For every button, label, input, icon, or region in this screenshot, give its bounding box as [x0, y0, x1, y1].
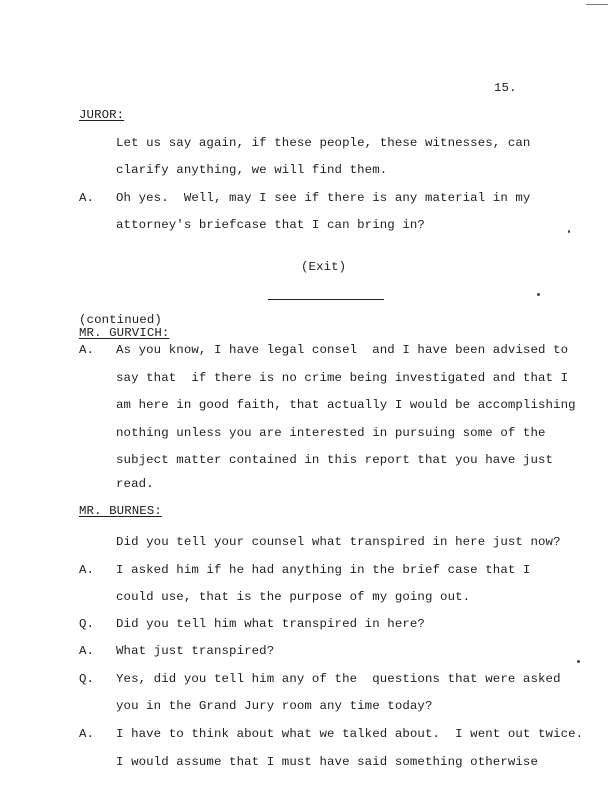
burnes-question-line: Did you tell your counsel what transpired in here just now? [116, 535, 561, 549]
juror-text-line: Let us say again, if these people, these witnesses, can [116, 136, 531, 150]
answer-marker: A. [79, 343, 95, 357]
juror-text-line: clarify anything, we will find them. [116, 163, 388, 177]
answer-marker: A. [79, 191, 95, 205]
exchange-line: Yes, did you tell him any of the questions that were asked [116, 672, 561, 686]
section-divider [268, 299, 384, 300]
exchange-line: you in the Grand Jury room any time today? [116, 699, 433, 713]
gurvich-answer-line: say that if there is no crime being investigated and that I [116, 371, 569, 385]
exchange-line: I would assume that I must have said something otherwise [116, 755, 538, 769]
gurvich-answer-line: As you know, I have legal consel and I have been advised to [116, 343, 569, 357]
exchange-line: What just transpired? [116, 644, 275, 658]
gurvich-answer-line: am here in good faith, that actually I would be accomplishing [116, 398, 576, 412]
gurvich-answer-line: nothing unless you are interested in pursuing some of the [116, 426, 546, 440]
juror-speaker-label: JUROR: [79, 108, 125, 122]
scan-mark [586, 4, 608, 5]
scan-speck [577, 660, 580, 663]
answer-marker: A. [79, 727, 95, 741]
question-marker: Q. [79, 617, 95, 631]
scan-speck [537, 293, 540, 296]
answer-line: attorney's briefcase that I can bring in? [116, 218, 425, 232]
exchange-line: Did you tell him what transpired in here? [116, 617, 425, 631]
burnes-speaker-label: MR. BURNES: [79, 504, 162, 518]
gurvich-answer-line: subject matter contained in this report that you have just [116, 453, 554, 467]
exchange-line: I asked him if he had anything in the brief case that I [116, 563, 531, 577]
gurvich-speaker-label: MR. GURVICH: [79, 326, 170, 340]
answer-line: Oh yes. Well, may I see if there is any material in my [116, 191, 531, 205]
scan-speck [568, 230, 570, 233]
exit-note: (Exit) [301, 260, 347, 274]
answer-marker: A. [79, 644, 95, 658]
answer-marker: A. [79, 563, 95, 577]
page-number: 15. [494, 81, 517, 95]
exchange-line: I have to think about what we talked about. I went out twice. [116, 727, 584, 741]
exchange-line: could use, that is the purpose of my going out. [116, 590, 471, 604]
question-marker: Q. [79, 672, 95, 686]
continued-note: (continued) [79, 313, 162, 327]
gurvich-answer-line: read. [116, 477, 154, 491]
